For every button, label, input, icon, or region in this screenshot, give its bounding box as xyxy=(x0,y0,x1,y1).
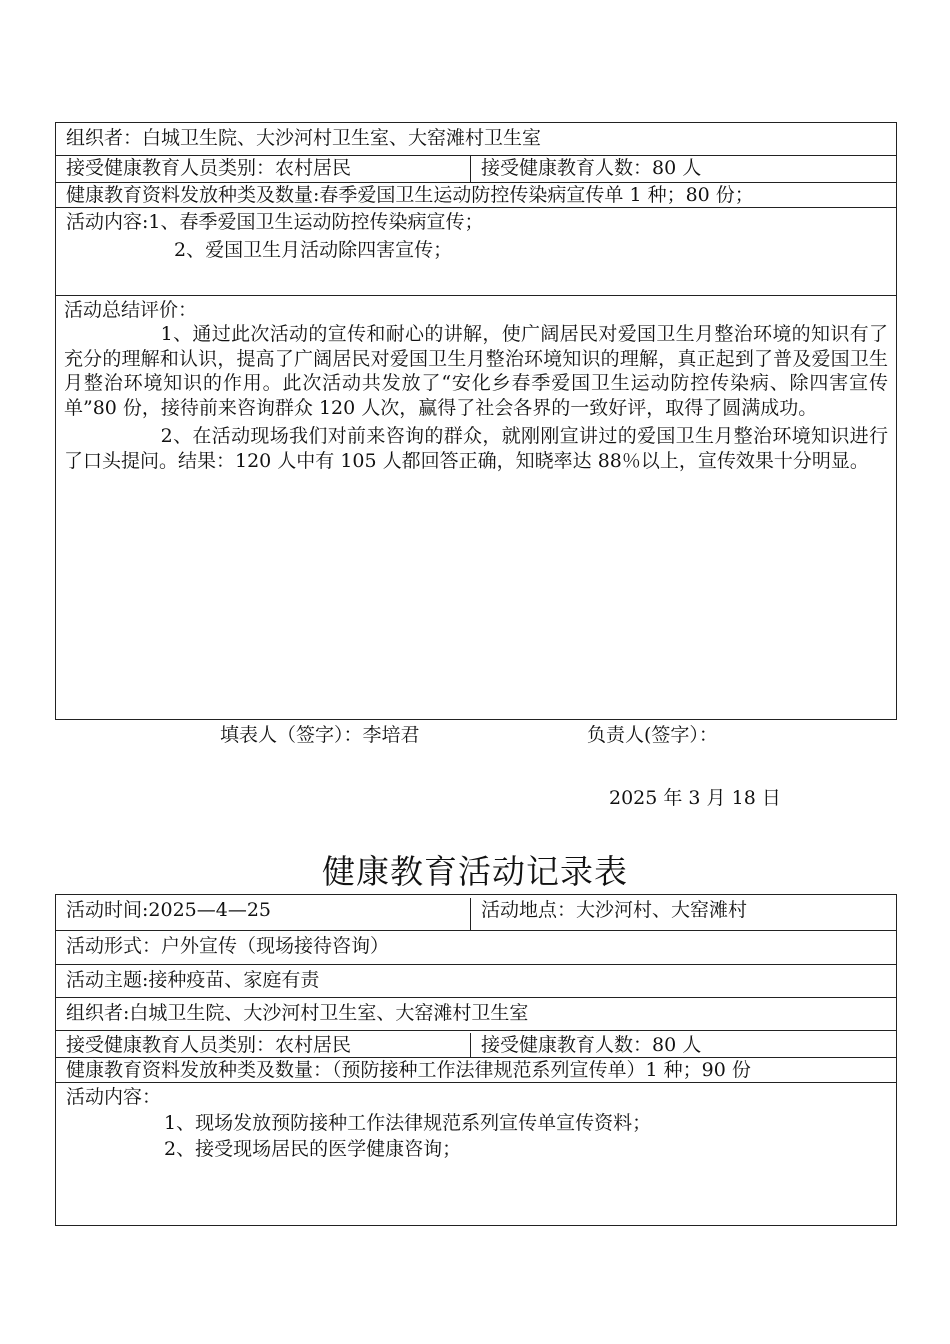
record2-form: 活动形式：户外宣传（现场接待咨询） xyxy=(66,935,390,957)
record2-content-label: 活动内容： xyxy=(66,1086,162,1108)
record1-materials-row xyxy=(56,183,896,208)
record1-table xyxy=(55,122,897,720)
record2-recipient-count: 接受健康教育人数：80 人 xyxy=(481,1034,702,1056)
record2-content-row xyxy=(56,1083,896,1225)
record2-recipient-row xyxy=(56,1031,896,1058)
record2-materials-row xyxy=(56,1058,896,1083)
record1-summary-paragraph-1: 1、通过此次活动的宣传和耐心的讲解，使广阔居民对爱国卫生月整治环境的知识有了充分的理解和认识，提高了广阔居民对爱国卫生月整治环境知识的理解，真正起到了普及爱国卫生月整治环境知识的作用。此次活动共发放了“安化乡春季爱国卫生运动防控传染病、除四害宣传单”80 份，接待前来咨询群众 120 人次，赢得了社会各界的一致好评，取得了圆满成功。 xyxy=(64,323,888,419)
record2-time-place-row xyxy=(56,895,896,931)
record1-organizer-row xyxy=(56,123,896,156)
record2-content-item1: 1、现场发放预防接种工作法律规范系列宣传单宣传资料； xyxy=(164,1112,652,1134)
record2-organizer-row xyxy=(56,998,896,1031)
record1-recipient-type: 接受健康教育人员类别：农村居民 xyxy=(56,156,471,182)
record2-content-item2: 2、接受现场居民的医学健康咨询； xyxy=(164,1138,462,1160)
record1-organizer: 组织者：白城卫生院、大沙河村卫生室、大窑滩村卫生室 xyxy=(66,127,542,149)
record1-content-label: 活动内容:1、春季爱国卫生运动防控传染病宣传； xyxy=(66,211,484,233)
record1-recipient-row xyxy=(56,156,896,183)
record1-summary-paragraph-2: 2、在活动现场我们对前来咨询的群众，就刚刚宣讲过的爱国卫生月整治环境知识进行了口头提问。结果：120 人中有 105 人都回答正确，知晓率达 88％以上，宣传效果十分明显。 xyxy=(64,425,888,472)
record2-theme: 活动主题:接种疫苗、家庭有责 xyxy=(66,969,320,991)
record2-recipient-type: 接受健康教育人员类别：农村居民 xyxy=(56,1033,471,1057)
record1-summary-label: 活动总结评价： xyxy=(64,299,198,321)
record1-responsible-signature: 负责人(签字）： xyxy=(587,724,718,746)
record2-form-row xyxy=(56,931,896,965)
record2-table xyxy=(55,894,897,1226)
record1-content-item2: 2、爱国卫生月活动除四害宣传； xyxy=(174,239,453,261)
record2-time: 活动时间:2025—4—25 xyxy=(56,898,471,930)
record1-summary-row xyxy=(56,296,896,719)
record1-materials: 健康教育资料发放种类及数量:春季爱国卫生运动防控传染病宣传单 1 种；80 份； xyxy=(66,184,754,206)
record2-title: 健康教育活动记录表 xyxy=(322,852,628,891)
record1-date: 2025 年 3 月 18 日 xyxy=(609,787,781,809)
record2-place: 活动地点：大沙河村、大窑滩村 xyxy=(481,899,748,921)
record2-materials: 健康教育资料发放种类及数量：（预防接种工作法律规范系列宣传单）1 种；90 份 xyxy=(66,1059,751,1081)
record1-recipient-count: 接受健康教育人数：80 人 xyxy=(481,157,702,179)
record2-theme-row xyxy=(56,965,896,998)
record2-organizer: 组织者:白城卫生院、大沙河村卫生室、大窑滩村卫生室 xyxy=(66,1002,529,1024)
record1-filler-signature: 填表人（签字）：李培君 xyxy=(220,724,420,746)
record1-content-row xyxy=(56,208,896,296)
